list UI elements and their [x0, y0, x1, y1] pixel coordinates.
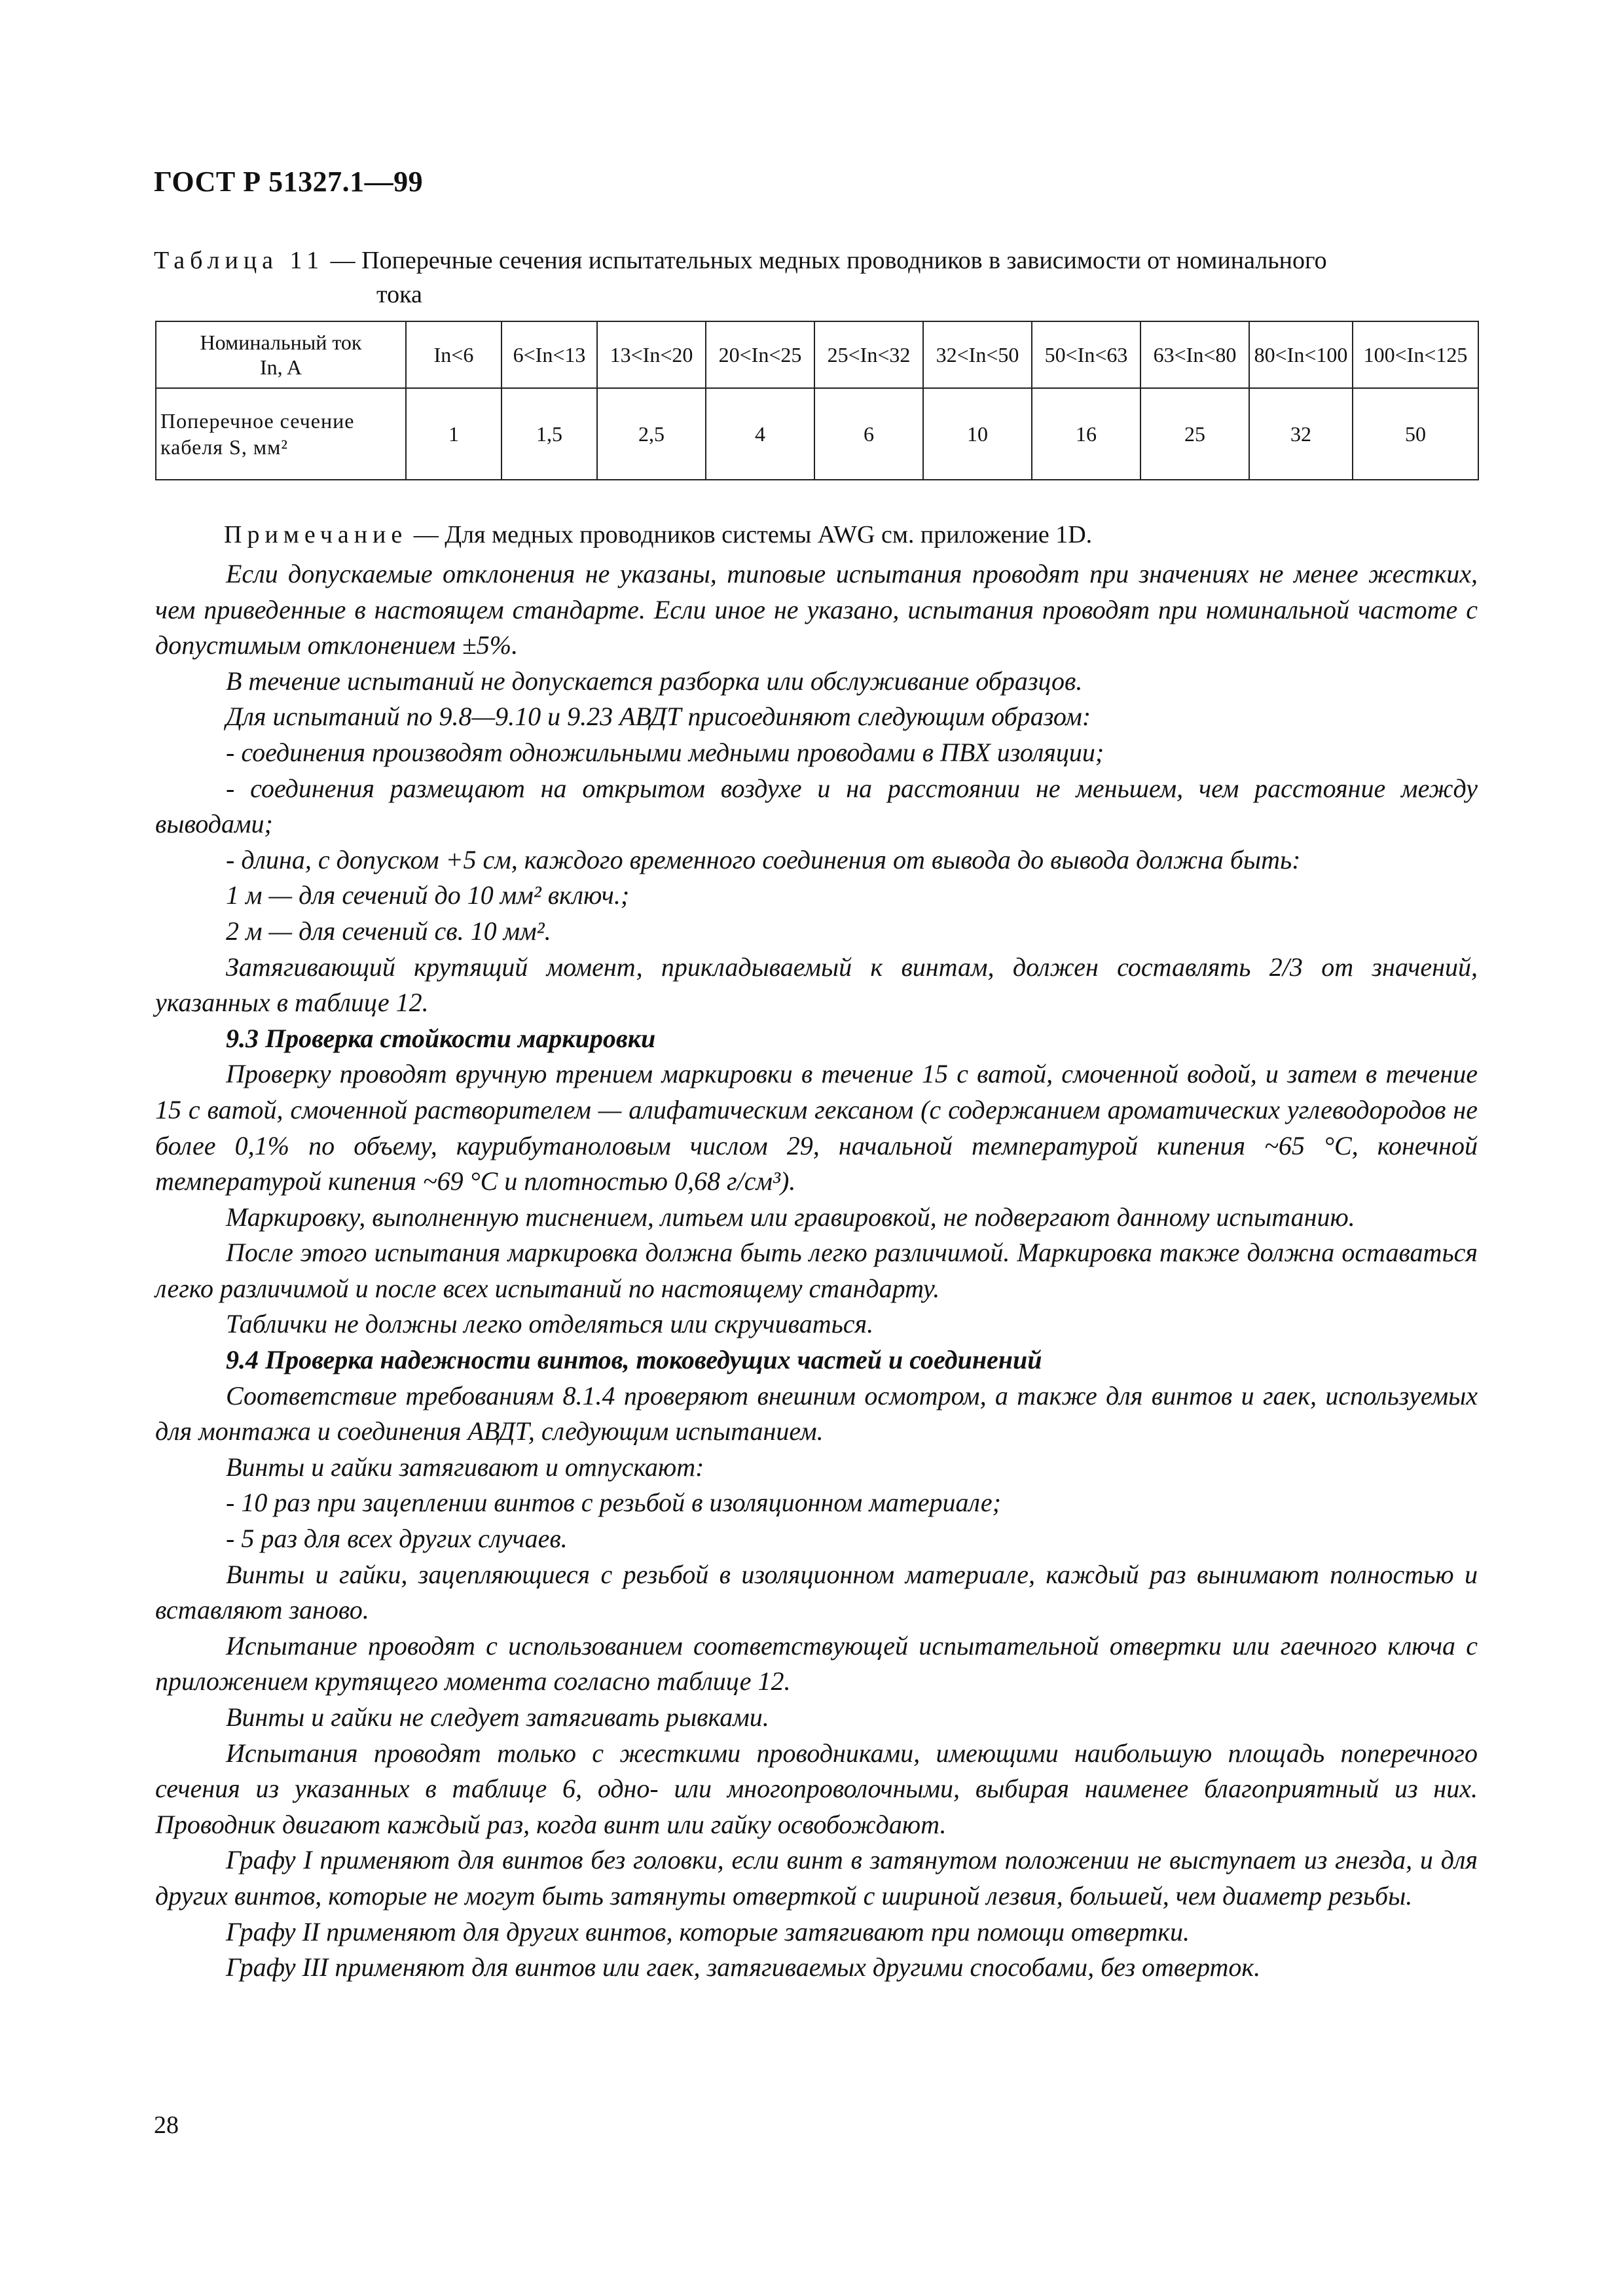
section-cell: 32: [1249, 388, 1353, 480]
paragraph: Маркировку, выполненную тиснением, литьем или гравировкой, не подвергают данному испытанию.: [226, 1202, 1355, 1232]
section-cell: 2,5: [597, 388, 706, 480]
section-cell: 25: [1140, 388, 1249, 480]
row-header-label: Номинальный ток: [200, 331, 362, 354]
range-cell: 25<In<32: [814, 321, 923, 388]
paragraph: После этого испытания маркировка должна быть легко различимой. Маркировка также должна оставаться легко различимой и после всех испытаний по настоящему стандарту.: [155, 1238, 1478, 1303]
paragraph: 2 м — для сечений св. 10 мм².: [226, 916, 551, 946]
paragraph: Винты и гайки затягивают и отпускают:: [226, 1452, 704, 1482]
range-cell: 6<In<13: [501, 321, 597, 388]
section-cell: 1: [406, 388, 501, 480]
row-header-label: Поперечное сечение: [160, 409, 355, 433]
table-caption: [154, 243, 1476, 312]
paragraph: Графу III применяют для винтов или гаек, затягиваемых другими способами, без отверток.: [226, 1952, 1261, 1982]
range-cell: In<6: [406, 321, 501, 388]
paragraph: Графу II применяют для других винтов, которые затягивают при помощи отвертки.: [226, 1916, 1190, 1946]
paragraph: - 5 раз для всех других случаев.: [226, 1524, 568, 1554]
range-cell: 50<In<63: [1032, 321, 1140, 388]
document-code: ГОСТ Р 51327.1—99: [154, 166, 424, 198]
note-text: — Для медных проводников системы AWG см. приложение 1D.: [407, 521, 1093, 548]
section-heading-9-3: 9.3 Проверка стойкости маркировки: [226, 1023, 656, 1053]
row-header-label-2: In, A: [260, 355, 302, 379]
table-caption-text: — Поперечные сечения испытательных медных проводников в зависимости от номинального: [324, 247, 1327, 274]
paragraph: Для испытаний по 9.8—9.10 и 9.23 АВДТ присоединяют следующим образом:: [226, 702, 1091, 732]
paragraph: - соединения производят одножильными медными проводами в ПВХ изоляции;: [226, 737, 1104, 767]
section-cell: 4: [706, 388, 814, 480]
paragraph: - 10 раз при зацеплении винтов с резьбой в изоляционном материале;: [226, 1488, 1002, 1518]
section-heading-9-4: 9.4 Проверка надежности винтов, токоведущих частей и соединений: [226, 1345, 1042, 1375]
table-row: [156, 388, 1478, 480]
paragraph: Испытание проводят с использованием соответствующей испытательной отвертки или гаечного ключа с приложением крутящего момента согласно таблице 12.: [155, 1630, 1478, 1696]
range-cell: 20<In<25: [706, 321, 814, 388]
row-header-current: [156, 321, 406, 388]
paragraph: 1 м — для сечений до 10 мм² включ.;: [226, 880, 630, 910]
paragraph: Испытания проводят только с жесткими проводниками, имеющими наибольшую площадь поперечного сечения из указанных в таблице 6, одно- или многопроволочными, выбирая наименее благоприятный из них. Проводник двигают каждый раз, когда винт или гайку освобождают.: [155, 1738, 1478, 1839]
paragraph: Таблички не должны легко отделяться или скручиваться.: [226, 1309, 874, 1339]
section-cell: 50: [1353, 388, 1478, 480]
row-header-label-2: кабеля S, мм²: [160, 435, 288, 459]
section-cell: 16: [1032, 388, 1140, 480]
paragraph: Если допускаемые отклонения не указаны, типовые испытания проводят при значениях не менее жестких, чем приведенные в настоящем стандарте. Если иное не указано, испытания проводят при номинальной частоте с допустимым отклонением ±5%.: [155, 559, 1478, 660]
paragraph: Проверку проводят вручную трением маркировки в течение 15 с ватой, смоченной водой, и затем в течение 15 с ватой, смоченной растворителем — алифатическим гексаном (с содержанием ароматических углеводородов не более 0,1% по объему, каурибутаноловым числом 29, начальной температурой кипения ~65 °С, конечной температурой кипения ~69 °С и плотностью 0,68 г/см³).: [155, 1059, 1478, 1196]
paragraph: Винты и гайки, зацепляющиеся с резьбой в изоляционном материале, каждый раз вынимают полностью и вставляют заново.: [155, 1559, 1478, 1625]
paragraph: В течение испытаний не допускается разборка или обслуживание образцов.: [226, 666, 1083, 696]
table-11: [155, 321, 1479, 480]
section-cell: 6: [814, 388, 923, 480]
table-caption-prefix: Таблица 11: [154, 247, 325, 274]
paragraph: Затягивающий крутящий момент, прикладываемый к винтам, должен составлять 2/3 от значений, указанных в таблице 12.: [155, 952, 1478, 1018]
range-cell: 63<In<80: [1140, 321, 1249, 388]
table-row: [156, 321, 1478, 388]
table-note: [224, 520, 1092, 549]
section-cell: 1,5: [501, 388, 597, 480]
range-cell: 100<In<125: [1353, 321, 1478, 388]
range-cell: 13<In<20: [597, 321, 706, 388]
paragraph: - соединения размещают на открытом воздухе и на расстоянии не меньшем, чем расстояние между выводами;: [155, 773, 1478, 839]
range-cell: 32<In<50: [923, 321, 1032, 388]
row-header-section: [156, 388, 406, 480]
table-caption-cont: тока: [376, 281, 422, 308]
paragraph: Соответствие требованиям 8.1.4 проверяют внешним осмотром, а также для винтов и гаек, используемых для монтажа и соединения АВДТ, следующим испытанием.: [155, 1380, 1478, 1446]
paragraph: Винты и гайки не следует затягивать рывками.: [226, 1702, 769, 1732]
note-label: Примечание: [224, 521, 408, 548]
paragraph: - длина, с допуском +5 см, каждого временного соединения от вывода до вывода должна быть:: [226, 844, 1301, 874]
section-cell: 10: [923, 388, 1032, 480]
range-cell: 80<In<100: [1249, 321, 1353, 388]
body-text: [155, 556, 1478, 1986]
paragraph: Графу I применяют для винтов без головки, если винт в затянутом положении не выступает из гнезда, и для других винтов, которые не могут быть затянуты отверткой с шириной лезвия, большей, чем диаметр резьбы.: [155, 1845, 1478, 1910]
page-number: 28: [154, 2111, 179, 2139]
